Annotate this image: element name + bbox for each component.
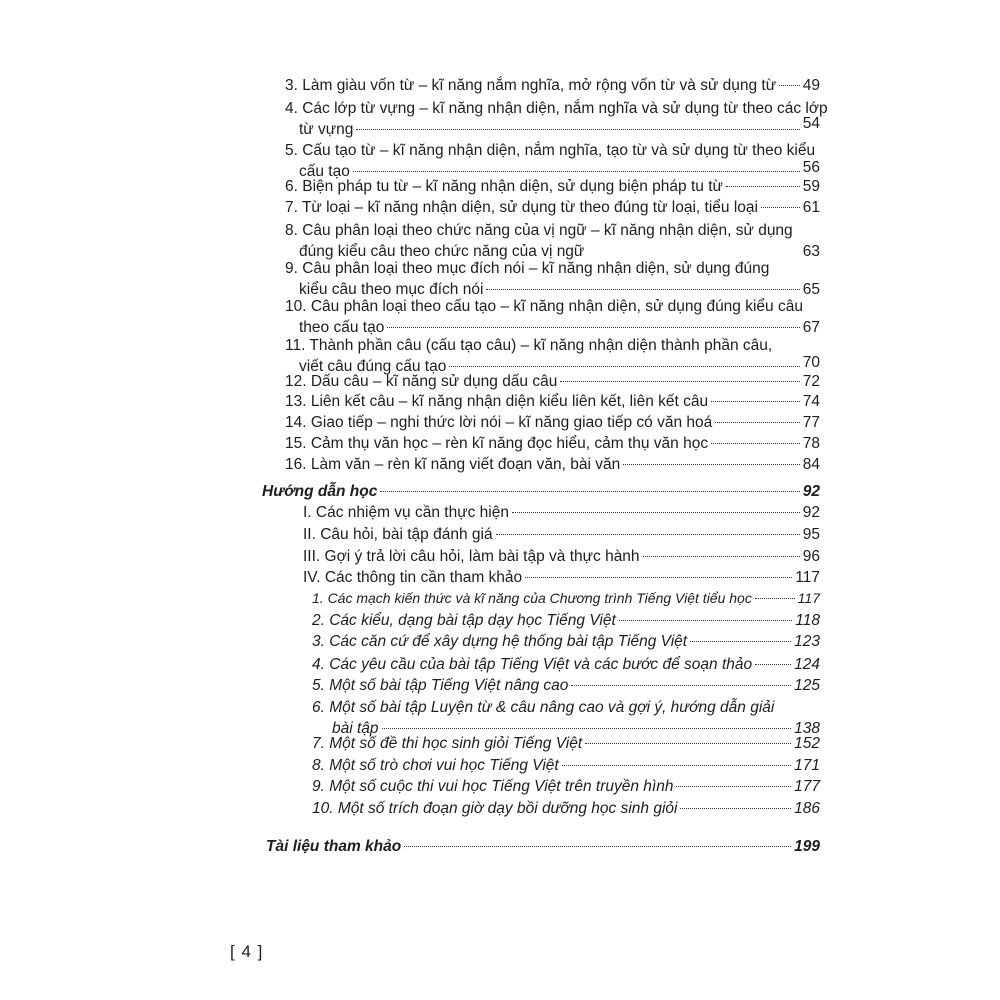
toc-section-references[interactable]: Tài liệu tham khảo 199 xyxy=(266,838,820,855)
toc-entry[interactable]: 10. Câu phân loại theo cấu tạo – kĩ năng nhận diện, sử dụng đúng kiểu câu theo cấu tạo 67 xyxy=(285,298,820,336)
toc-subentry[interactable]: 10. Một số trích đoạn giờ dạy bồi dưỡng học sinh giỏi 186 xyxy=(312,800,820,817)
toc-entry[interactable]: 5. Cấu tạo từ – kĩ năng nhận diện, nắm nghĩa, tạo từ và sử dụng từ theo kiểu cấu tạo 56 xyxy=(285,142,820,180)
toc-subentry[interactable]: 3. Các căn cứ để xây dựng hệ thống bài tập Tiếng Việt 123 xyxy=(312,633,820,650)
toc-entry[interactable]: 15. Cảm thụ văn học – rèn kĩ năng đọc hiểu, cảm thụ văn học 78 xyxy=(285,435,820,452)
toc-subentry[interactable]: 8. Một số trò chơi vui học Tiếng Việt 171 xyxy=(312,757,820,774)
toc-subentry[interactable]: 7. Một số đề thi học sinh giỏi Tiếng Việt 152 xyxy=(312,735,820,752)
toc-entry[interactable]: 6. Biện pháp tu từ – kĩ năng nhận diện, sử dụng biện pháp tu từ 59 xyxy=(285,178,820,195)
toc-entry[interactable]: I. Các nhiệm vụ cần thực hiện 92 xyxy=(303,504,820,521)
toc-entry[interactable]: IV. Các thông tin cần tham khảo 117 xyxy=(303,569,820,586)
toc-entry[interactable]: 16. Làm văn – rèn kĩ năng viết đoạn văn, bài văn 84 xyxy=(285,456,820,473)
toc-subentry[interactable]: 1. Các mạch kiến thức và kĩ năng của Chương trình Tiếng Việt tiểu học 117 xyxy=(312,590,820,606)
toc-entry[interactable]: 11. Thành phần câu (cấu tạo câu) – kĩ năng nhận diện thành phần câu, viết câu đúng cấu tạo 70 xyxy=(285,337,820,375)
toc-entry[interactable]: 7. Từ loại – kĩ năng nhận diện, sử dụng từ theo đúng từ loại, tiểu loại 61 xyxy=(285,199,820,216)
toc-subentry[interactable]: 5. Một số bài tập Tiếng Việt nâng cao 125 xyxy=(312,677,820,694)
toc-subentry[interactable]: 2. Các kiểu, dạng bài tập dạy học Tiếng Việt 118 xyxy=(312,612,820,629)
toc-entry[interactable]: II. Câu hỏi, bài tập đánh giá 95 xyxy=(303,526,820,543)
toc-section-guide[interactable]: Hướng dẫn học 92 xyxy=(262,483,820,500)
toc-entry[interactable]: 3. Làm giàu vốn từ – kĩ năng nắm nghĩa, mở rộng vốn từ và sử dụng từ 49 xyxy=(285,77,820,94)
toc-entry[interactable]: III. Gợi ý trả lời câu hỏi, làm bài tập và thực hành 96 xyxy=(303,548,820,565)
toc-entry[interactable]: 8. Câu phân loại theo chức năng của vị ngữ – kĩ năng nhận diện, sử dụng đúng kiểu câu theo chức năng của vị ngữ 63 xyxy=(285,222,820,260)
toc-entry[interactable]: 9. Câu phân loại theo mục đích nói – kĩ năng nhận diện, sử dụng đúng kiểu câu theo mục đích nói 65 xyxy=(285,260,820,298)
toc-subentry[interactable]: 9. Một số cuộc thi vui học Tiếng Việt trên truyền hình 177 xyxy=(312,778,820,795)
toc-subentry[interactable]: 6. Một số bài tập Luyện từ & câu nâng cao và gợi ý, hướng dẫn giải bài tập 138 xyxy=(312,699,820,737)
page-number: [ 4 ] xyxy=(230,942,264,961)
toc-entry[interactable]: 14. Giao tiếp – nghi thức lời nói – kĩ năng giao tiếp có văn hoá 77 xyxy=(285,414,820,431)
toc-subentry[interactable]: 4. Các yêu cầu của bài tập Tiếng Việt và các bước để soạn thảo 124 xyxy=(312,656,820,673)
toc-entry[interactable]: 4. Các lớp từ vựng – kĩ năng nhận diện, nắm nghĩa và sử dụng từ theo các lớp từ vựng 54 xyxy=(285,100,828,138)
toc-entry[interactable]: 13. Liên kết câu – kĩ năng nhận diện kiểu liên kết, liên kết câu 74 xyxy=(285,393,820,410)
toc-entry[interactable]: 12. Dấu câu – kĩ năng sử dụng dấu câu 72 xyxy=(285,373,820,390)
